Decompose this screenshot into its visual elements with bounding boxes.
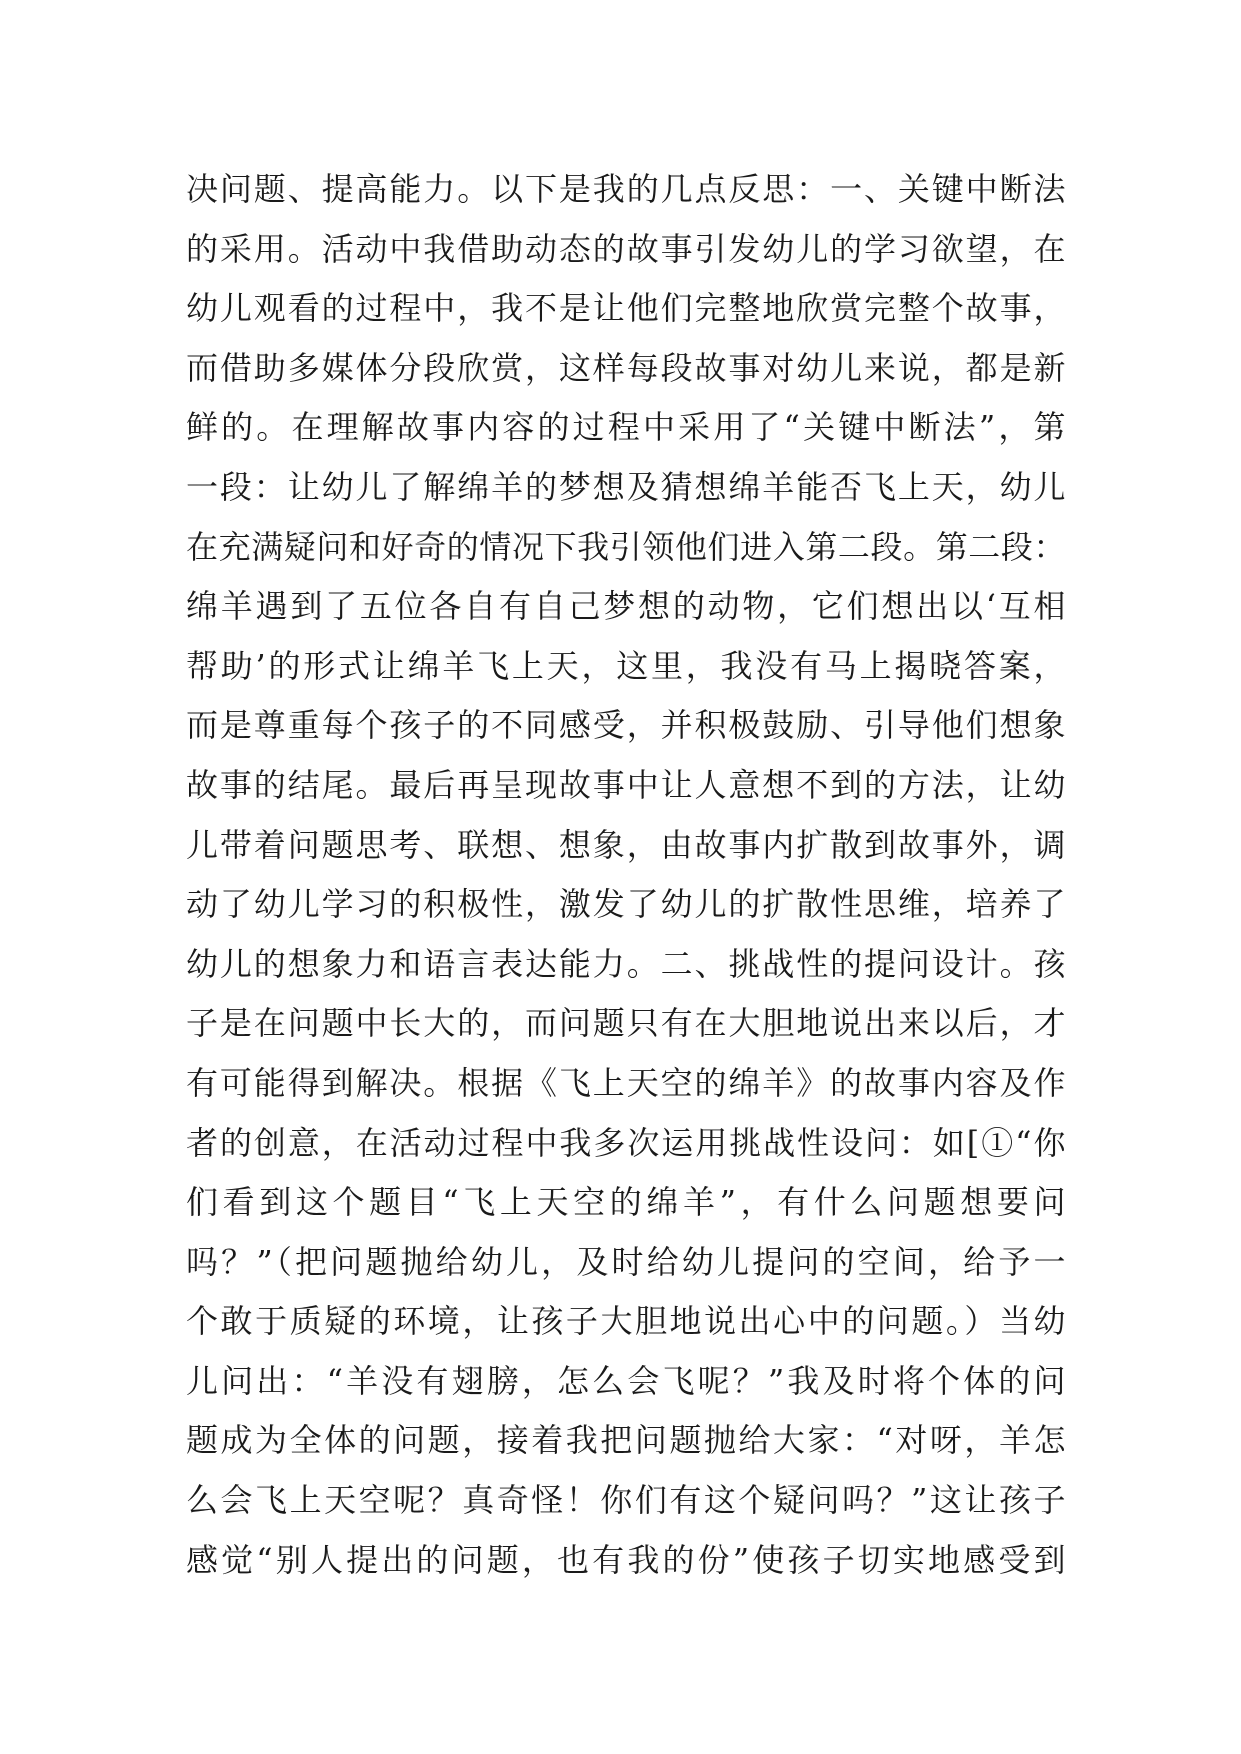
text-line: 而借助多媒体分段欣赏，这样每段故事对幼儿来说，都是新: [186, 348, 1066, 387]
body-text: [186, 160, 1066, 1590]
text-line: 么会飞上天空呢？真奇怪！你们有这个疑问吗？”这让孩子: [186, 1481, 1066, 1520]
text-line: 者的创意，在活动过程中我多次运用挑战性设问：如[①“你: [186, 1123, 1066, 1162]
text-line: 帮助’的形式让绵羊飞上天，这里，我没有马上揭晓答案，: [186, 646, 1066, 685]
text-line: 而是尊重每个孩子的不同感受，并积极鼓励、引导他们想象: [186, 706, 1066, 745]
text-line: 有可能得到解决。根据《飞上天空的绵羊》的故事内容及作: [186, 1063, 1066, 1102]
text-line: 幼儿的想象力和语言表达能力。二、挑战性的提问设计。孩: [186, 944, 1066, 983]
text-line: 幼儿观看的过程中，我不是让他们完整地欣赏完整个故事，: [186, 289, 1066, 328]
text-line: 们看到这个题目“飞上天空的绵羊”，有什么问题想要问: [186, 1183, 1066, 1222]
text-line: 故事的结尾。最后再呈现故事中让人意想不到的方法，让幼: [186, 765, 1066, 804]
text-line: 儿带着问题思考、联想、想象，由故事内扩散到故事外，调: [186, 825, 1066, 864]
text-line: 动了幼儿学习的积极性，激发了幼儿的扩散性思维，培养了: [186, 885, 1066, 924]
text-line: 决问题、提高能力。以下是我的几点反思：一、关键中断法: [186, 170, 1066, 208]
text-line: 感觉“别人提出的问题，也有我的份”使孩子切实地感受到: [186, 1540, 1066, 1579]
text-line: 的采用。活动中我借助动态的故事引发幼儿的学习欲望，在: [186, 229, 1066, 268]
text-line: 在充满疑问和好奇的情况下我引领他们进入第二段。第二段：: [186, 527, 1066, 566]
text-line: 个敢于质疑的环境，让孩子大胆地说出心中的问题。）当幼: [186, 1302, 1066, 1341]
text-line: 吗？”（把问题抛给幼儿，及时给幼儿提问的空间，给予一: [186, 1242, 1066, 1281]
text-line: 儿问出：“羊没有翅膀，怎么会飞呢？”我及时将个体的问: [186, 1361, 1066, 1400]
text-line: 子是在问题中长大的，而问题只有在大胆地说出来以后，才: [186, 1004, 1066, 1043]
text-line: 绵羊遇到了五位各自有自己梦想的动物，它们想出以‘互相: [186, 587, 1066, 626]
text-line: 题成为全体的问题，接着我把问题抛给大家：“对呀，羊怎: [186, 1421, 1066, 1460]
text-line: 一段：让幼儿了解绵羊的梦想及猜想绵羊能否飞上天，幼儿: [186, 467, 1066, 506]
text-line: 鲜的。在理解故事内容的过程中采用了“关键中断法”，第: [186, 408, 1066, 447]
